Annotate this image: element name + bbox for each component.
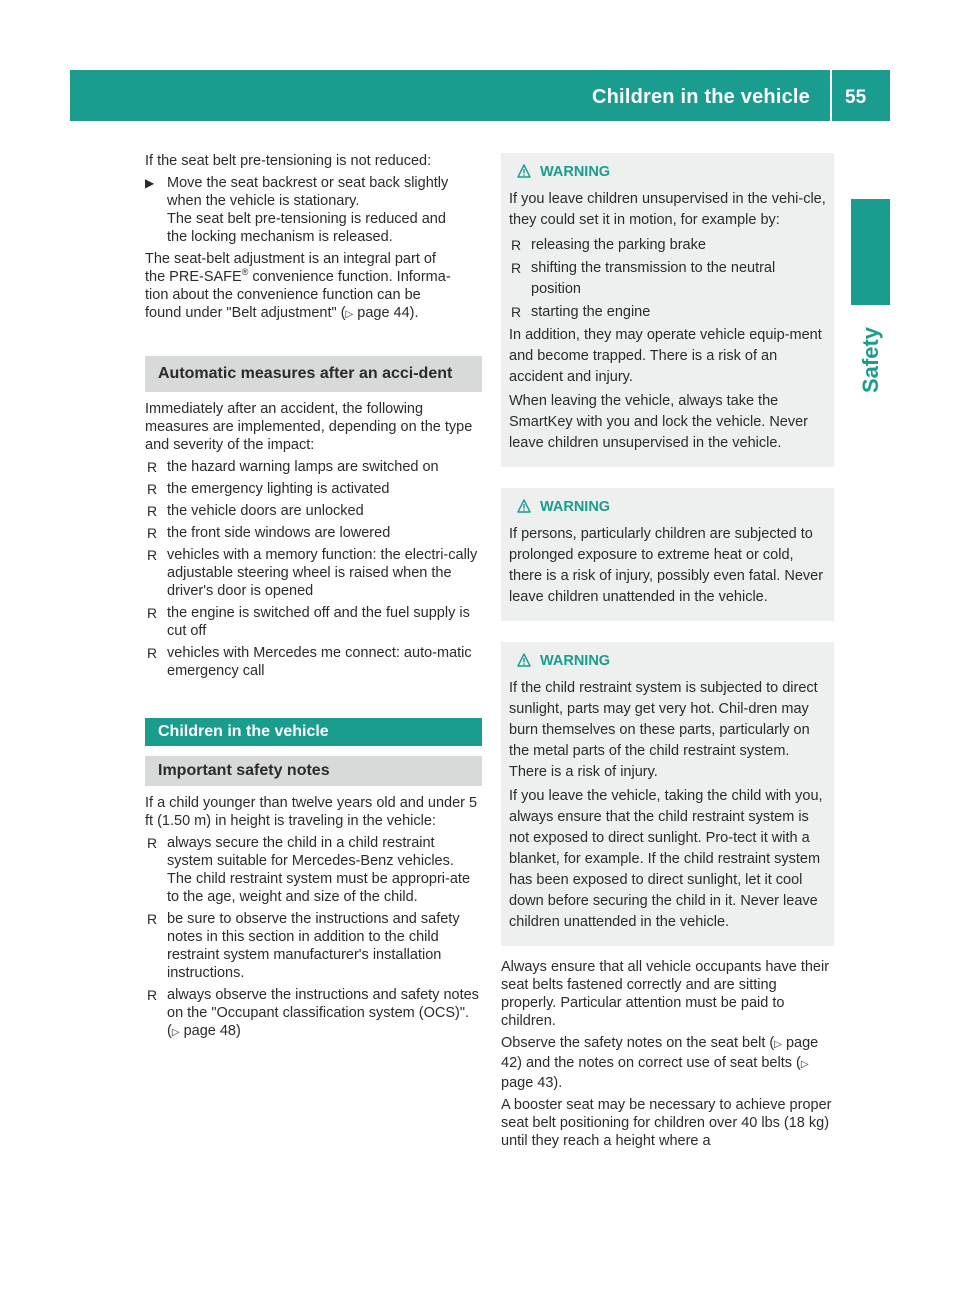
page-ref-link[interactable]: page 48)	[179, 1023, 241, 1039]
page-ref-arrow-icon: ▷	[774, 1039, 782, 1050]
page-ref-arrow-icon: ▷	[800, 1059, 809, 1070]
paragraph-pretension: If the seat belt pre-tensioning is not reduced:	[145, 153, 432, 169]
list-item: R be sure to observe the instructions and safety notes in this section in addition to the child restraint system manufacturer's installation instructions.	[147, 911, 460, 981]
list-item: R always secure the child in a child restraint system suitable for Mercedes-Benz vehicles. The child restraint system must be appropri-ate to the age, weight and size of the child.	[147, 835, 471, 905]
warning-box-sunlight: WARNING If the child restraint system is subjected to direct sunlight, parts may get very hot. Chil-dren may burn themselves on these parts, particularly on the metal parts of the child restraint system. There is a risk of injury. If you leave the vehicle, taking the child with you, always ensure that the child restraint system is not exposed to direct sunlight. Pro-tect it with a blanket, for example. If the child restraint system has been exposed to direct sunlight, let it cool down before securing the child in it. Never leave children unattended in the vehicle.	[501, 642, 834, 946]
page-ref-arrow-icon: ▷	[171, 1027, 180, 1038]
list-item: R releasing the parking brake	[509, 235, 826, 256]
warning-triangle-icon	[517, 164, 531, 178]
list-item: R the hazard warning lamps are switched on	[147, 459, 439, 475]
page-ref-link[interactable]: page 42) and the notes on correct use of seat belts (	[501, 1035, 819, 1071]
section-label	[853, 305, 889, 415]
section-tab	[851, 199, 890, 305]
step-line: The seat belt pre-tensioning is reduced and	[167, 211, 446, 227]
bullet-icon: R	[147, 481, 158, 497]
page-ref-arrow-icon: ▷	[345, 309, 354, 320]
section-label-text: Safety	[858, 326, 884, 394]
heading-important-safety-notes: Important safety notes	[145, 756, 482, 786]
bullet-icon: R	[147, 503, 158, 519]
bullet-icon: R	[511, 304, 522, 320]
header-divider	[830, 70, 832, 121]
right-column	[501, 153, 834, 1154]
page-header	[70, 70, 890, 121]
step-line: Move the seat backrest or seat back slightly	[167, 175, 449, 191]
page-ref-link[interactable]: page 44).	[353, 305, 419, 321]
list-item: R shifting the transmission to the neutral position	[511, 260, 776, 297]
warning-triangle-icon	[517, 653, 531, 667]
paragraph-belt-adjustment: The seat-belt adjustment is an integral part of the PRE-SAFE® convenience function. Informa- tion about the convenience function can be found under "Belt adjustment" (▷ page 44).	[145, 251, 451, 321]
page-ref-link[interactable]: page 43).	[501, 1075, 563, 1091]
list-item: R vehicles with Mercedes me connect: auto-matic emergency call	[147, 645, 472, 679]
bullet-icon: R	[147, 645, 158, 661]
warning-title: WARNING	[509, 497, 826, 518]
heading-children-in-vehicle: Children in the vehicle	[145, 718, 482, 746]
paragraph-safety-intro: If a child younger than twelve years old and under 5 ft (1.50 m) in height is traveling in the vehicle:	[145, 795, 478, 829]
bullet-icon: R	[147, 987, 158, 1003]
warning-box-heat-cold: WARNING If persons, particularly children are subjected to prolonged exposure to extreme heat or cold, there is a risk of injury, possibly even fatal. Never leave children unattended in the vehicle.	[501, 488, 834, 621]
bullet-icon: R	[147, 911, 158, 927]
safety-notes-list	[145, 834, 482, 1042]
warning-title: WARNING	[509, 651, 826, 672]
bullet-icon: R	[147, 605, 158, 621]
warning-box-unsupervised: WARNING If you leave children unsupervised in the vehi-cle, they could set it in motion, for example by: R releasing the parking brake R shifting the transmission to the neutral position R starting the engine In addition, they may operate vehicle equip-ment and become trapped. There is a risk of an accident and injury. When leaving the vehicle, always take the SmartKey with you and lock the vehicle. Never leave children unsupervised in the vehicle.	[501, 153, 834, 467]
warning-title: WARNING	[509, 162, 826, 183]
bullet-icon: R	[511, 237, 522, 253]
step-line: the locking mechanism is released.	[167, 229, 393, 245]
auto-measures-list	[145, 458, 482, 680]
list-item: R the engine is switched off and the fuel supply is cut off	[147, 605, 470, 639]
warning-triangle-icon	[517, 499, 531, 513]
list-item: R the vehicle doors are unlocked	[147, 503, 364, 519]
step-arrow-icon: ▶	[145, 176, 155, 190]
list-item: R starting the engine	[509, 302, 826, 323]
paragraph-observe: Observe the safety notes on the seat belt (▷ page 42) and the notes on correct use of seat belts (▷ page 43).	[501, 1035, 819, 1091]
list-item: R the emergency lighting is activated	[147, 481, 390, 497]
list-item: R vehicles with a memory function: the electri-cally adjustable steering wheel is raised when the driver's door is opened	[147, 547, 478, 599]
page-number: 55	[845, 87, 867, 108]
bullet-icon: R	[147, 835, 158, 851]
page-title: Children in the vehicle	[592, 86, 810, 108]
bullet-icon: R	[147, 525, 158, 541]
left-column	[145, 152, 482, 1046]
list-item: R the front side windows are lowered	[147, 525, 391, 541]
paragraph-auto-intro: Immediately after an accident, the following measures are implemented, depending on the type and severity of the impact:	[145, 401, 473, 453]
bullet-icon: R	[147, 547, 158, 563]
list-item: R always observe the instructions and safety notes on the "Occupant classification system (OCS)". (▷ page 48)	[147, 987, 479, 1039]
step-line: when the vehicle is stationary.	[167, 193, 360, 209]
instruction-step	[145, 174, 482, 246]
heading-automatic-measures: Automatic measures after an acci-dent	[145, 356, 482, 392]
paragraph-occupants: Always ensure that all vehicle occupants have their seat belts fastened correctly and are sitting properly. Particular attention must be paid to children.	[501, 959, 830, 1029]
paragraph-booster: A booster seat may be necessary to achieve proper seat belt positioning for children over 40 lbs (18 kg) until they reach a height where a	[501, 1097, 832, 1149]
bullet-icon: R	[511, 260, 522, 276]
bullet-icon: R	[147, 459, 158, 475]
warning-list	[509, 235, 826, 323]
